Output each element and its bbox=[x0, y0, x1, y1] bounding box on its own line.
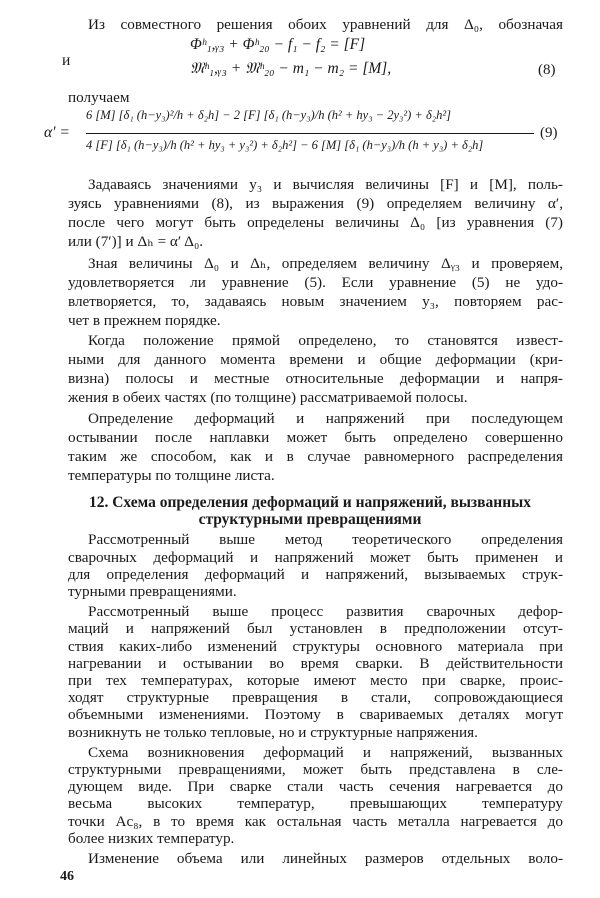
text-line: температуры по толщине листа. bbox=[68, 467, 275, 484]
text-line: жения в обеих частях (по толщине) рассматриваемой полосы. bbox=[68, 389, 468, 406]
text-line: объемными изменениями. Поэтому в свариваемых деталях могут bbox=[68, 706, 563, 724]
eq8-line1: Φʰ₁,ᵧ₃ + Φʰ₂₀ − f₁ − f₂ = [F] bbox=[190, 36, 366, 53]
intro-line: Из совместного решения обоих уравнений для Δ₀, обозначая bbox=[88, 16, 563, 33]
text-line: при тех температурах, которые имеют место при сварке, проис- bbox=[68, 672, 563, 689]
text-line: весьма высоких температур, превышающих температуру bbox=[68, 795, 563, 813]
text-line: точки Ac₈, в то время как остальная часть металла нагревается до bbox=[68, 812, 563, 830]
text-line: Рассмотренный выше метод теоретического определения bbox=[88, 531, 563, 549]
receive-word: получаем bbox=[68, 89, 130, 106]
text-line: Определение деформаций и напряжений при последующем bbox=[88, 410, 563, 427]
text-line: остывании после наплавки может быть определено совершенно bbox=[68, 429, 563, 446]
text-line: более низких температур. bbox=[68, 829, 235, 847]
eq9-denominator: 4 [F] [δ₁ (h−y₃)/h (h² + hy₃ + y₃²) + δ₂h²] − 6 [M] [δ₁ (h−y₃)/h (h + y₃) + δ₂h] bbox=[86, 138, 484, 152]
text-line: ходят структурные превращения в стали, сопровождающиеся bbox=[68, 689, 563, 707]
text-line: Когда положение прямой определено, то становятся извест- bbox=[88, 332, 563, 349]
eq8-number: (8) bbox=[538, 62, 556, 78]
text-line: возникнуть не только тепловые, но и структурные напряжения. bbox=[68, 723, 478, 741]
section-title-line1: 12. Схема определения деформаций и напряжений, вызванных bbox=[88, 494, 531, 511]
text-line: для определения деформаций и напряжений, вызываемых струк- bbox=[68, 565, 563, 583]
text-line: Изменение объема или линейных размеров отдельных воло- bbox=[88, 850, 563, 867]
text-line: Рассмотренный выше процесс развития сварочных дефор- bbox=[88, 603, 563, 621]
eq8-and-word: и bbox=[62, 52, 71, 69]
text-line: Задаваясь значениями y₃ и вычисляя величины [F] и [M], поль- bbox=[88, 176, 563, 193]
text-line: зуясь уравнениями (8), из выражения (9) определяем величину α′, bbox=[68, 195, 563, 212]
text-line: чет в прежнем порядке. bbox=[68, 312, 221, 329]
text-line: или (7′)] и Δₕ = α′ Δ₀. bbox=[68, 233, 204, 250]
eq9-fraction-bar bbox=[86, 133, 534, 134]
section-title-line2: структурными превращениями bbox=[198, 511, 422, 529]
eq9-lhs: α′ = bbox=[44, 124, 70, 141]
text-line: Схема возникновения деформаций и напряжений, вызванных bbox=[88, 743, 563, 761]
text-line: дующем виде. При сварке стали часть сечения нагревается до bbox=[68, 778, 563, 796]
text-line: маций и напряжений был установлен в предположении отсут- bbox=[68, 620, 563, 638]
page-number: 46 bbox=[60, 869, 74, 885]
text-line: сварочных деформаций и напряжений может быть применен и bbox=[68, 548, 563, 566]
eq9-numerator: 6 [M] [δ₁ (h−y₃)²/h + δ₂h] − 2 [F] [δ₁ (h−y₃)/h (h² + hy₃ − 2y₃²) + δ₂h²] bbox=[86, 108, 451, 122]
text-line: структурными превращениями, может быть представлена в сле- bbox=[68, 761, 563, 778]
text-line: турными превращениями. bbox=[68, 583, 237, 600]
eq9-number: (9) bbox=[540, 125, 558, 141]
text-line: влетворяется, то, задаваясь новым значением y₃, повторяем рас- bbox=[68, 293, 563, 310]
text-line: визна) полосы и местные относительные деформации и напря- bbox=[68, 370, 563, 387]
text-line: таким же способом, как и в случае равномерного распределения bbox=[68, 448, 563, 465]
text-line: ными для данного момента времени и общие деформации (кри- bbox=[68, 351, 563, 368]
text-line: удовлетворяется ли уравнение (5). Если уравнение (5) не удо- bbox=[68, 274, 563, 291]
text-line: Зная величины Δ₀ и Δₕ, определяем величину Δᵧ₃ и проверяем, bbox=[88, 255, 563, 272]
text-line: нагревании и остывании во время сварки. В действительности bbox=[68, 654, 563, 672]
eq8-line2: 𝔐ʰ₁,ᵧ₃ + 𝔐ʰ₂₀ − m₁ − m₂ = [M], bbox=[190, 60, 392, 77]
text-line: ствия каких-либо изменений структуры основного материала при bbox=[68, 637, 563, 655]
text-line: после чего могут быть определены величины Δ₀ [из уравнения (7) bbox=[68, 214, 563, 231]
